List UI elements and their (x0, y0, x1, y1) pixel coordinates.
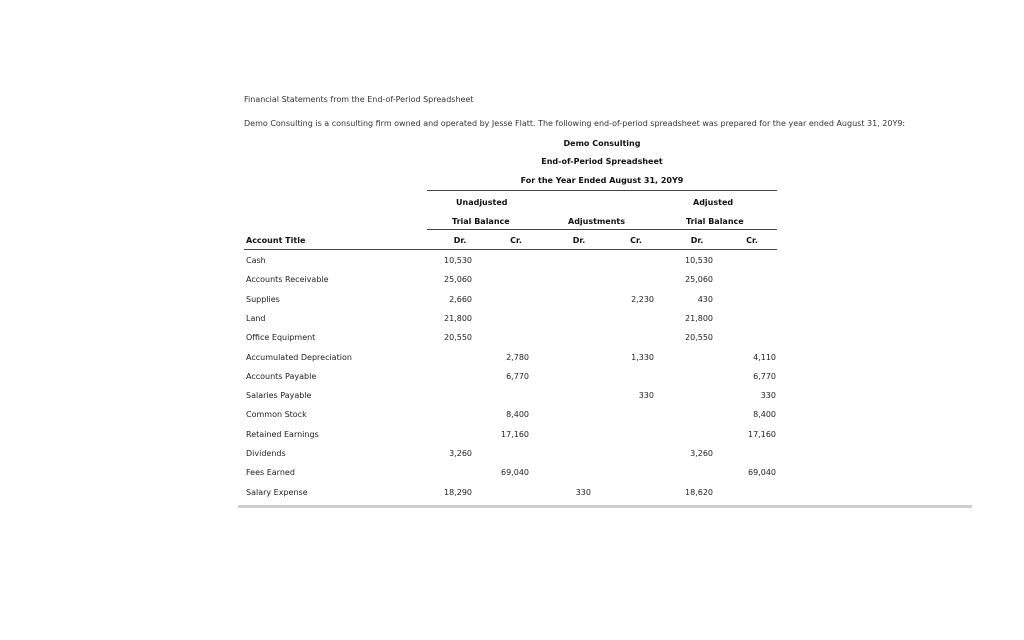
account-name: Fees Earned (246, 468, 295, 477)
utb-cr-cell: 69,040 (501, 468, 529, 477)
header-rule-top (427, 190, 777, 191)
account-name: Cash (246, 256, 266, 265)
atb-dr-header: Dr. (690, 236, 704, 245)
table-header-rule (244, 249, 777, 250)
bottom-scroll-bar (238, 505, 972, 508)
adjusted-trial-balance-label: Trial Balance (686, 217, 744, 226)
utb-dr-cell: 18,290 (444, 488, 472, 497)
utb-dr-cell: 21,800 (444, 314, 472, 323)
atb-dr-cell: 430 (697, 295, 713, 304)
adjustments-label: Adjustments (568, 217, 625, 226)
adj-cr-cell: 2,230 (631, 295, 654, 304)
atb-cr-cell: 6,770 (753, 372, 776, 381)
account-name: Salary Expense (246, 488, 308, 497)
adj-cr-cell: 1,330 (631, 353, 654, 362)
utb-dr-cell: 25,060 (444, 275, 472, 284)
account-name: Supplies (246, 295, 280, 304)
atb-dr-cell: 18,620 (685, 488, 713, 497)
account-name: Common Stock (246, 410, 307, 419)
account-name: Office Equipment (246, 333, 316, 342)
utb-cr-header: Cr. (510, 236, 522, 245)
account-name: Retained Earnings (246, 430, 319, 439)
utb-dr-cell: 20,550 (444, 333, 472, 342)
atb-dr-cell: 3,260 (690, 449, 713, 458)
company-name: Demo Consulting (563, 139, 641, 148)
atb-cr-cell: 69,040 (748, 468, 776, 477)
utb-dr-header: Dr. (453, 236, 467, 245)
account-name: Accounts Receivable (246, 275, 329, 284)
atb-cr-cell: 330 (760, 391, 776, 400)
utb-cr-cell: 6,770 (506, 372, 529, 381)
atb-cr-header: Cr. (746, 236, 758, 245)
atb-cr-cell: 8,400 (753, 410, 776, 419)
account-name: Accumulated Depreciation (246, 353, 352, 362)
atb-dr-cell: 25,060 (685, 275, 713, 284)
utb-dr-cell: 2,660 (449, 295, 472, 304)
utb-dr-cell: 3,260 (449, 449, 472, 458)
account-name: Dividends (246, 449, 286, 458)
unadjusted-trial-balance-label: Trial Balance (452, 217, 510, 226)
period-label: For the Year Ended August 31, 20Y9 (520, 176, 684, 185)
subheader-rule (427, 229, 777, 230)
atb-cr-cell: 17,160 (748, 430, 776, 439)
utb-cr-cell: 17,160 (501, 430, 529, 439)
intro-title: Financial Statements from the End-of-Period Spreadsheet (244, 95, 474, 104)
account-name: Salaries Payable (246, 391, 312, 400)
account-name: Accounts Payable (246, 372, 317, 381)
utb-dr-cell: 10,530 (444, 256, 472, 265)
atb-dr-cell: 20,550 (685, 333, 713, 342)
intro-description: Demo Consulting is a consulting firm owned and operated by Jesse Flatt. The following end-of-period spreadsheet was prepared for the year ended August 31, 20Y9: (244, 119, 906, 128)
adj-cr-header: Cr. (630, 236, 642, 245)
statement-name: End-of-Period Spreadsheet (541, 157, 663, 166)
utb-cr-cell: 8,400 (506, 410, 529, 419)
atb-dr-cell: 10,530 (685, 256, 713, 265)
account-title-header: Account Title (246, 236, 306, 245)
atb-cr-cell: 4,110 (753, 353, 776, 362)
adjusted-label: Adjusted (693, 198, 734, 207)
adj-cr-cell: 330 (638, 391, 654, 400)
adj-dr-cell: 330 (575, 488, 591, 497)
utb-cr-cell: 2,780 (506, 353, 529, 362)
account-name: Land (246, 314, 266, 323)
adj-dr-header: Dr. (572, 236, 586, 245)
atb-dr-cell: 21,800 (685, 314, 713, 323)
unadjusted-label: Unadjusted (456, 198, 508, 207)
